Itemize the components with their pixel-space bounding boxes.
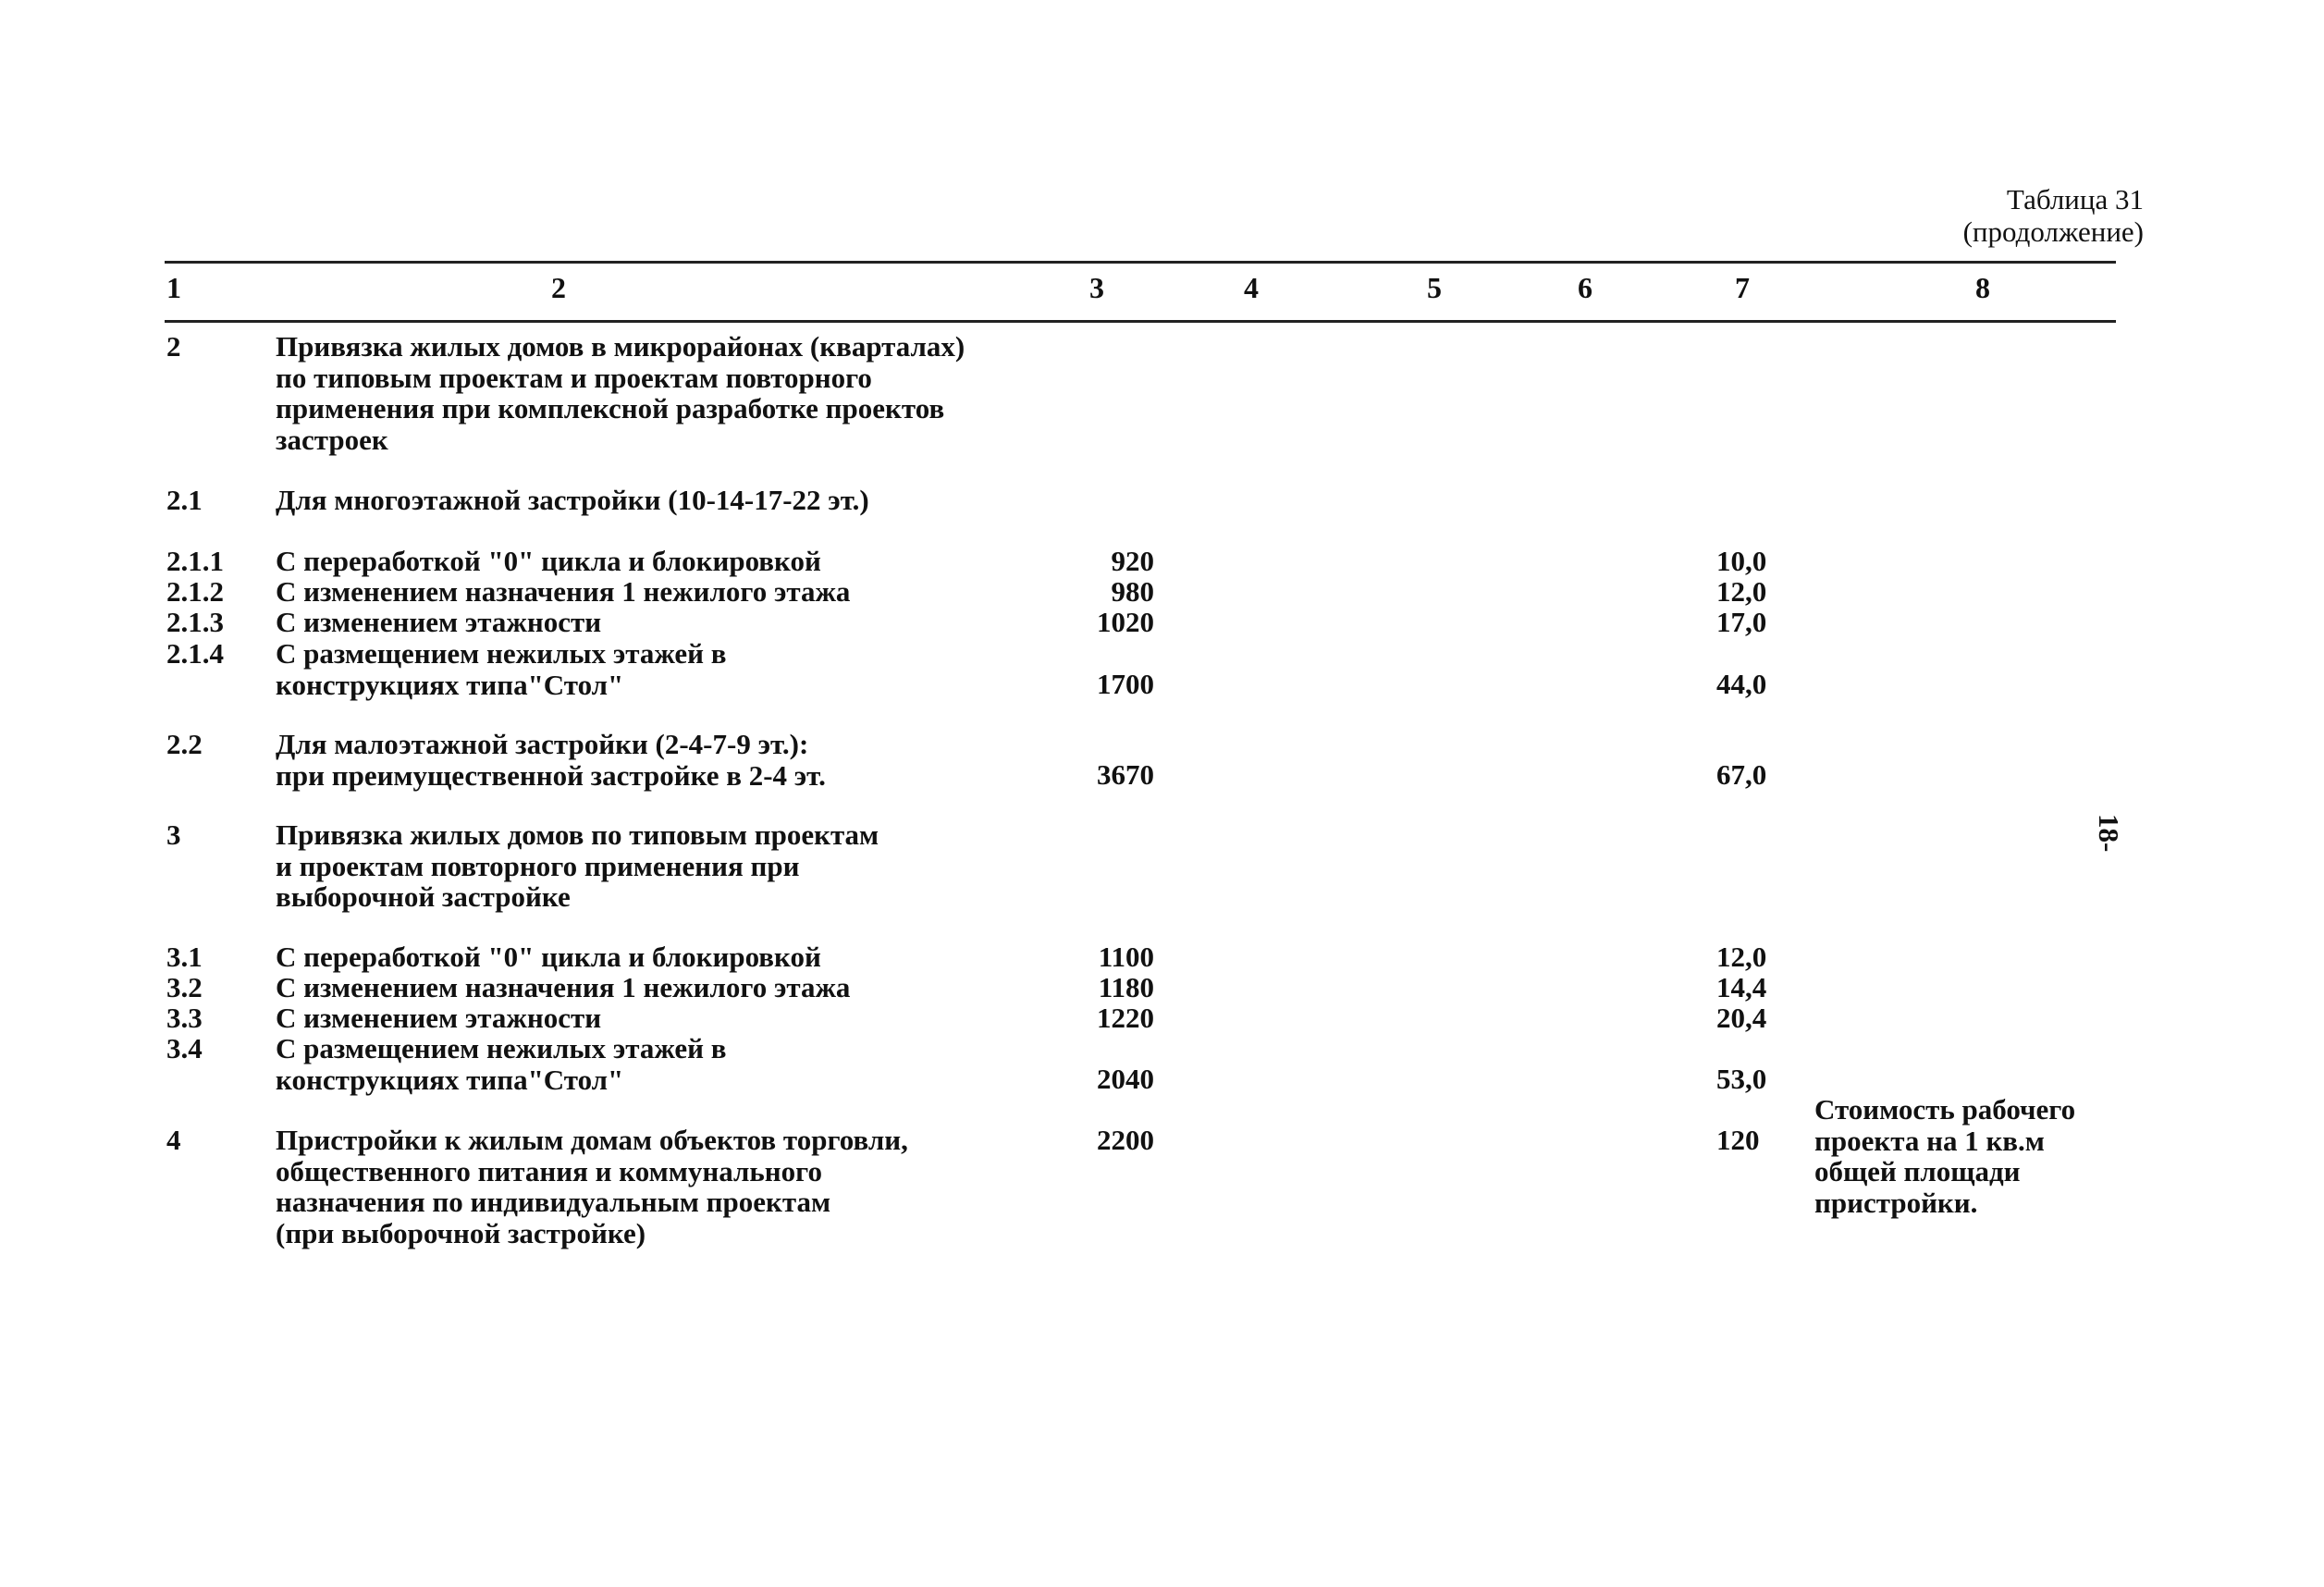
row-description: С размещением нежилых этажей в конструкциях типа"Стол" — [276, 1032, 727, 1096]
row-col3-value: 980 — [1111, 575, 1154, 608]
row-col7-value: 17,0 — [1716, 606, 1767, 638]
row-description: Пристройки к жилым домам объектов торговли, общественного питания и коммунального назначения по индивидуальным проектам (при выборочной застройке) — [276, 1124, 908, 1249]
row-col3-value: 1020 — [1097, 606, 1154, 638]
row-col8-note: Стоимость рабочего проекта на 1 кв.м общей площади пристройки. — [1814, 1093, 2076, 1219]
row-number: 3 — [166, 818, 181, 851]
row-col3-value: 1180 — [1098, 971, 1154, 1003]
row-description: С переработкой "0" цикла и блокировкой — [276, 545, 821, 577]
row-col3-value: 1700 — [1097, 668, 1154, 700]
row-col7-value: 12,0 — [1716, 575, 1767, 608]
row-col7-value: 44,0 — [1716, 668, 1767, 700]
row-description: С переработкой "0" цикла и блокировкой — [276, 941, 821, 973]
header-bottom-rule — [165, 320, 2116, 323]
col-header-8: 8 — [1975, 271, 1990, 304]
row-number: 2.1.1 — [166, 545, 224, 577]
row-col7-value: 14,4 — [1716, 971, 1767, 1003]
col-header-7: 7 — [1735, 271, 1750, 304]
row-col7-value: 12,0 — [1716, 941, 1767, 973]
row-number: 3.2 — [166, 971, 203, 1003]
row-col3-value: 2040 — [1097, 1063, 1154, 1095]
row-col7-value: 20,4 — [1716, 1002, 1767, 1034]
table-continued: (продолжение) — [1962, 215, 2144, 248]
row-number: 4 — [166, 1124, 181, 1156]
row-description: С изменением назначения 1 нежилого этажа — [276, 971, 851, 1003]
row-description: Привязка жилых домов в микрорайонах (кварталах) по типовым проектам и проектам повторного применения при комплексной разработке проектов застроек — [276, 330, 965, 456]
row-description: Для малоэтажной застройки (2-4-7-9 эт.): при преимущественной застройке в 2-4 эт. — [276, 728, 826, 792]
row-col7-value: 67,0 — [1716, 758, 1767, 791]
row-description: С изменением этажности — [276, 606, 602, 638]
row-number: 2 — [166, 330, 181, 363]
row-number: 3.3 — [166, 1002, 203, 1034]
col-header-5: 5 — [1427, 271, 1442, 304]
row-col7-value: 53,0 — [1716, 1063, 1767, 1095]
row-number: 2.1 — [166, 484, 203, 516]
row-col7-value: 10,0 — [1716, 545, 1767, 577]
row-description: Для многоэтажной застройки (10-14-17-22 эт.) — [276, 484, 869, 516]
row-col7-value: 120 — [1716, 1124, 1760, 1156]
row-col3-value: 2200 — [1097, 1124, 1154, 1156]
header-top-rule — [165, 261, 2116, 264]
col-header-6: 6 — [1578, 271, 1592, 304]
row-description: Привязка жилых домов по типовым проектам и проектам повторного применения при выборочной застройке — [276, 818, 879, 913]
row-description: С изменением этажности — [276, 1002, 602, 1034]
col-header-1: 1 — [166, 271, 181, 304]
page-number: 18- — [2093, 814, 2125, 853]
row-number: 3.4 — [166, 1032, 203, 1064]
row-col3-value: 920 — [1111, 545, 1154, 577]
col-header-3: 3 — [1089, 271, 1104, 304]
row-number: 2.2 — [166, 728, 203, 760]
row-number: 2.1.3 — [166, 606, 224, 638]
row-number: 2.1.4 — [166, 637, 224, 670]
col-header-4: 4 — [1244, 271, 1259, 304]
row-description: С изменением назначения 1 нежилого этажа — [276, 575, 851, 608]
col-header-2: 2 — [551, 271, 566, 304]
row-col3-value: 1220 — [1097, 1002, 1154, 1034]
row-col3-value: 3670 — [1097, 758, 1154, 791]
row-number: 2.1.2 — [166, 575, 224, 608]
row-col3-value: 1100 — [1098, 941, 1154, 973]
row-description: С размещением нежилых этажей в конструкциях типа"Стол" — [276, 637, 727, 701]
row-number: 3.1 — [166, 941, 203, 973]
table-title: Таблица 31 — [2006, 183, 2144, 215]
table-caption — [1963, 183, 2144, 248]
